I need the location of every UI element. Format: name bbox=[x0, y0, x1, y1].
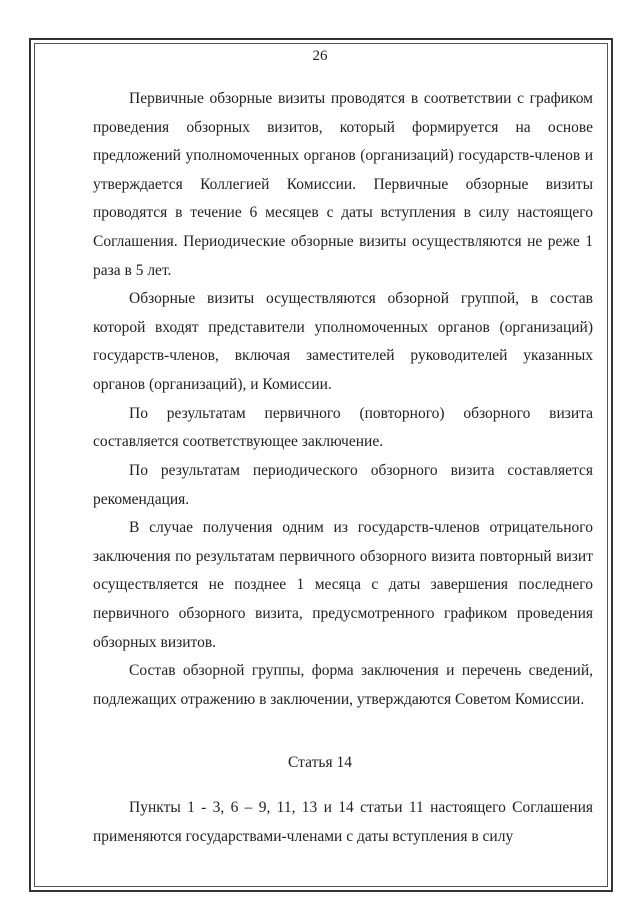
article-paragraph: Пункты 1 - 3, 6 – 9, 11, 13 и 14 статьи 11 настоящего Соглашения применяются государствами-членами с даты вступления в силу bbox=[93, 799, 593, 845]
article-heading: Статья 14 bbox=[288, 754, 352, 771]
paragraph-4: По результатам периодического обзорного визита составляется рекомендация. bbox=[93, 462, 593, 508]
paragraph-2: Обзорные визиты осуществляются обзорной группой, в состав которой входят представители уполномоченных органов (организаций) государств-членов, включая заместителей руководителей указанных органов (организаций), и Комиссии. bbox=[93, 290, 593, 394]
document-body bbox=[93, 85, 593, 715]
paragraph-3: По результатам первичного (повторного) обзорного визита составляется соответствующее заключение. bbox=[93, 404, 593, 451]
page-number: 26 bbox=[312, 48, 328, 64]
article-body bbox=[93, 794, 593, 851]
paragraph-6: Состав обзорной группы, форма заключения и перечень сведений, подлежащих отражению в заключении, утверждаются Советом Комиссии. bbox=[93, 662, 593, 708]
paragraph-5: В случае получения одним из государств-членов отрицательного заключения по результатам первичного обзорного визита повторный визит осуществляется не позднее 1 месяца с даты завершения последнего первичного обзорного визита, предусмотренного графиком проведения обзорных визитов. bbox=[93, 519, 593, 651]
paragraph-1: Первичные обзорные визиты проводятся в соответствии с графиком проведения обзорных визитов, который формируется на основе предложений уполномоченных органов (организаций) государств-членов и утверждается Коллегией Комиссии. Первичные обзорные визиты проводятся в течение 6 месяцев с даты вступления в силу настоящего Соглашения. Периодические обзорные визиты осуществляются не реже 1 раза в 5 лет. bbox=[93, 90, 593, 279]
